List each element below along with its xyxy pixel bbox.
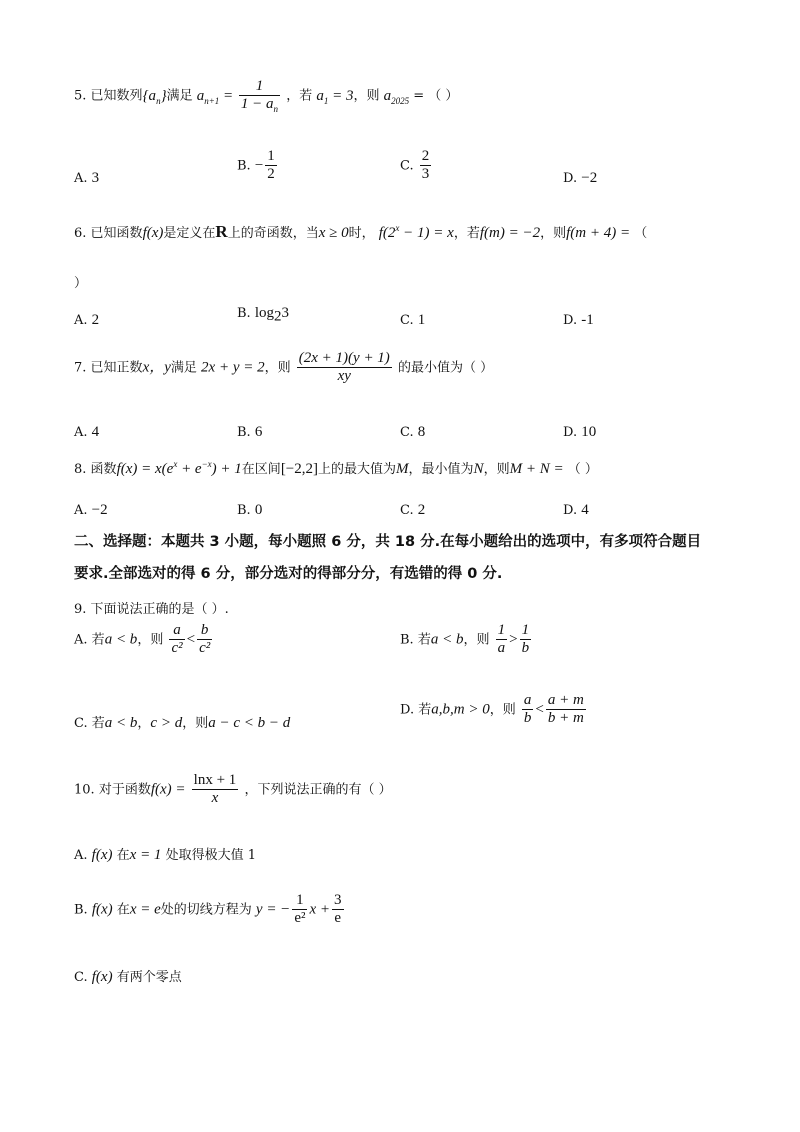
q7-option-b: B. 6 — [237, 424, 263, 440]
q8-option-a: A. −2 — [74, 502, 108, 518]
q7-option-d: D. 10 — [563, 424, 597, 440]
q6-option-d: D. -1 — [563, 312, 594, 328]
question-6: 6. 已知函数f(x)是定义在R上的奇函数，当x ≥ 0时， $f(2^x - 1) = x$，若f(m) = −2，则f(m + 4) = （ — [74, 222, 648, 241]
q10-fraction: $\frac{\ln x + 1}{x}$ — [193, 772, 237, 807]
question-number: 9. — [74, 602, 87, 617]
section-2-heading: 二、选择题：本题共 3 小题，每小题照 6 分，共 18 分.在每小题给出的选项中，有多项符合题目 — [74, 534, 702, 550]
q6-option-c: C. 1 — [400, 312, 426, 328]
q9-option-d: D. 若a,b,m > 0，则 $\frac{a}{b}$ < $\frac{a + m}{b + m}$ — [400, 692, 584, 727]
question-number: 7. — [74, 360, 87, 376]
q10-option-c: C. f(x) 有两个零点 — [74, 969, 182, 985]
question-6-close: ） — [74, 276, 88, 291]
q8-option-c: C. 2 — [400, 502, 426, 518]
q7-option-c: C. 8 — [400, 424, 426, 440]
recurrence-formula: $a_{n+1}$ = $\frac{1}{1 - a_n}$ — [196, 78, 279, 115]
question-number: 8. — [74, 462, 87, 477]
q5-option-d: D. −2 — [563, 170, 598, 186]
stem-text: 已知数列 — [90, 88, 143, 104]
q9-option-b: B. 若a < b，则 $\frac{1}{a}$ > $\frac{1}{b}$ — [400, 622, 530, 657]
question-number: 5. — [74, 88, 87, 104]
question-number: 10. — [74, 782, 95, 798]
q5-option-a: A. 3 — [74, 170, 100, 186]
question-7: 7. 已知正数x，y满足 2x + y = 2，则 $\frac{(2x + 1)(y + 1)}{xy}$ 的最小值为（ ） — [74, 350, 494, 385]
q7-fraction: $\frac{(2x + 1)(y + 1)}{xy}$ — [298, 350, 390, 385]
q9-option-c: C. 若a < b，c > d，则a − c < b − d — [74, 715, 291, 731]
q10-option-a: A. f(x) 在x = 1 处取得极大值 1 — [74, 847, 256, 863]
question-8: 8. 函数$f(x) = x(e^x + e^{-x}) + 1$在区间[−2,2]上的最大值为M，最小值为N，则M + N = （ ） — [74, 459, 598, 477]
question-number: 6. — [74, 226, 87, 241]
question-10: 10. 对于函数f(x) = $\frac{\ln x + 1}{x}$ ，下列说法正确的有（ ） — [74, 772, 392, 807]
q7-option-a: A. 4 — [74, 424, 100, 440]
q9-option-a: A. 若a < b，则 $\frac{a}{\text{c²}}$ < $\frac{b}{\text{c²}}$ — [74, 622, 211, 657]
sequence-symbol: {a — [142, 87, 157, 104]
question-9: 9. 下面说法正确的是（ ）. — [74, 602, 229, 617]
q5-option-b: B. − $\frac{1}{2}$ — [237, 148, 275, 183]
q6-option-a: A. 2 — [74, 312, 100, 328]
section-2-instructions: 要求.全部选对的得 6 分，部分选对的得部分分，有选错的得 0 分. — [74, 566, 503, 582]
q10-option-b: B. f(x) 在x = e处的切线方程为 y = − $\frac{1}{\text{e²}}$ x + $\frac{3}{e}$ — [74, 892, 342, 927]
q8-option-d: D. 4 — [563, 502, 589, 518]
q5-option-c: C. $\frac{2}{3}$ — [400, 148, 430, 183]
q6-option-b: B. $\log_23$ — [237, 305, 289, 325]
q8-option-b: B. 0 — [237, 502, 263, 518]
question-5: 5. 已知数列$\{a_n\}$满足 $a_{n+1}$ = $\frac{1}{1 - a_n}$ ，若 $a_1 = 3$，则 $a_{2025}$ = （ ） — [74, 78, 459, 115]
